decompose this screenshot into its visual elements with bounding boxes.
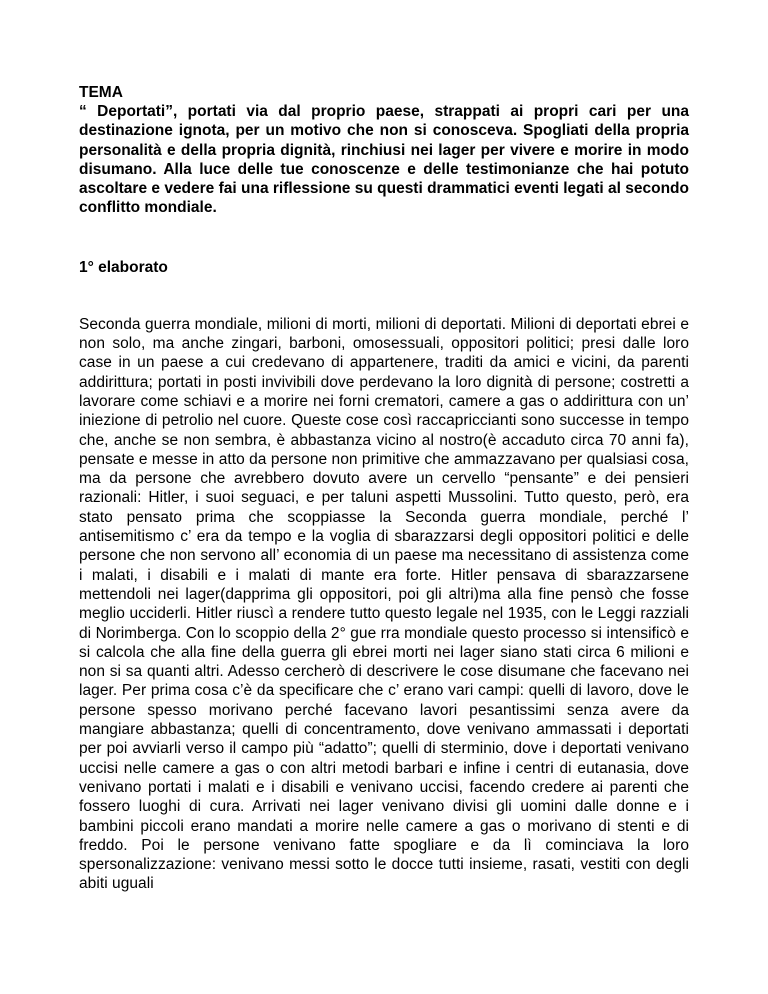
document-page [79,83,689,894]
essay-prompt: “ Deportati”, portati via dal proprio paese, strappati ai propri cari per una destinazione ignota, per un motivo che non si conosceva. Spogliati della propria personalità e della propria dignità, rinchiusi nei lager per vivere e morire in modo disumano. Alla luce delle tue conoscenze e delle testimonianze che hai potuto ascoltare e vedere fai una riflessione su questi drammatici eventi legati al secondo conflitto mondiale. [79,103,689,217]
section-heading: 1° elaborato [79,258,168,276]
essay-body: Seconda guerra mondiale, milioni di morti, milioni di deportati. Milioni di deportati ebrei e non solo, ma anche zingari, barboni, omosessuali, oppositori politici; presi dalle loro case in un paese a cui credevano di appartenere, traditi da amici e vicini, da parenti addirittura; portati in posti invivibili dove perdevano la loro dignità di persone; costretti a lavorare come schiavi e a morire nei forni crematori, camere a gas o addirittura con un’ iniezione di petrolio nel cuore. Queste cose così raccapriccianti sono successe in tempo che, anche se non sembra, è abbastanza vicino al nostro(è accaduto circa 70 anni fa), pensate e messe in atto da persone non primitive che ammazzavano per qualsiasi cosa, ma da persone che avrebbero dovuto avere un cervello “pensante” e dei pensieri razionali: Hitler, i suoi seguaci, e per taluni aspetti Mussolini. Tutto questo, però, era stato pensato prima che scoppiasse la Seconda guerra mondiale, perché l’ antisemitismo c’ era da tempo e la voglia di sbarazzarsi degli oppositori politici e delle persone che non servono all’ economia di un paese ma necessitano di assistenza come i malati, i disabili e i malati di mante era forte. Hitler pensava di sbarazzarsene mettendoli nei lager(dapprima gli oppositori, poi gli altri)ma alla fine pensò che fosse meglio ucciderli. Hitler riuscì a rendere tutto questo legale nel 1935, con le Leggi razziali di Norimberga. Con lo scoppio della 2° gue rra mondiale questo processo si intensificò e si calcola che alla fine della guerra gli ebrei morti nei lager siano stati circa 6 milioni e non si sa quanti altri. Adesso cercherò di descrivere le cose disumane che facevano nei lager. Per prima cosa c’è da specificare che c’ erano vari campi: quelli di lavoro, dove le persone spesso morivano perché facevano lavori pesantissimi senza avere da mangiare abbastanza; quelli di concentramento, dove venivano ammassati i deportati per poi avviarli verso il campo più “adatto”; quelli di sterminio, dove i deportati venivano uccisi nelle camere a gas o con altri metodi barbari e infine i centri di eutanasia, dove venivano portati i malati e i disabili e venivano uccisi, facendo credere ai parenti che fossero luoghi di cura. Arrivati nei lager venivano divisi gli uomini dalle donne e i bambini piccoli erano mandati a morire nelle camere a gas o morivano di stenti e di freddo. Poi le persone venivano fatte spogliare e da lì cominciava la loro spersonalizzazione: venivano messi sotto le docce tutti insieme, rasati, vestiti con degli abiti uguali [79,315,689,893]
document-title: TEMA [79,84,123,101]
